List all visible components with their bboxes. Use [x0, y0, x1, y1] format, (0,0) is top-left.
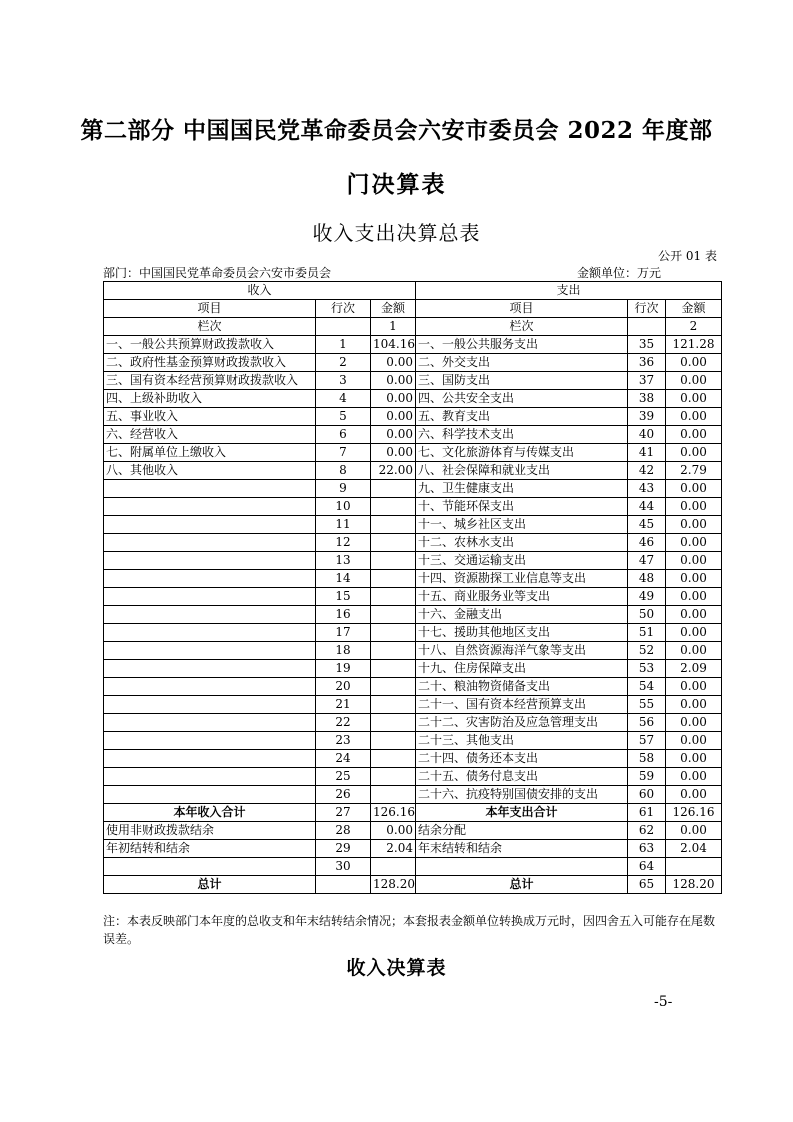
expense-item-cell: 二十四、债务还本支出: [416, 750, 628, 768]
expense-item-cell: 三、国防支出: [416, 372, 628, 390]
income-item-cell: [104, 642, 316, 660]
expense-rowno-cell: 47: [628, 552, 666, 570]
expense-item-cell: 六、科学技术支出: [416, 426, 628, 444]
income-rowno-cell: 1: [316, 336, 371, 354]
expense-amount-cell: 0.00: [666, 444, 722, 462]
expense-amount-cell: 2.09: [666, 660, 722, 678]
expense-item-cell: 二十二、灾害防治及应急管理支出: [416, 714, 628, 732]
expense-item-cell: 四、公共安全支出: [416, 390, 628, 408]
table-row: [104, 462, 722, 480]
table-row: [104, 372, 722, 390]
expense-item-cell: 一、一般公共服务支出: [416, 336, 628, 354]
expense-item-cell: 二十五、债务付息支出: [416, 768, 628, 786]
table-row: [104, 858, 722, 876]
table-row: [104, 354, 722, 372]
income-amount-cell: [371, 750, 416, 768]
income-amount-cell: [371, 696, 416, 714]
income-amount-cell: 104.16: [371, 336, 416, 354]
expense-rowno-cell: 55: [628, 696, 666, 714]
expense-amount-cell: 0.00: [666, 624, 722, 642]
expense-amount-cell: 0.00: [666, 372, 722, 390]
expense-amount-cell: 128.20: [666, 876, 722, 894]
table-row: [104, 390, 722, 408]
expense-item-cell: 二、外交支出: [416, 354, 628, 372]
table-note: 注：本表反映部门本年度的总收支和年末结转结余情况；本套报表金额单位转换成万元时，因四舍五入可能存在尾数误差。: [103, 914, 716, 946]
expense-rowno-cell: 39: [628, 408, 666, 426]
income-item-cell: [104, 750, 316, 768]
table-row: [104, 480, 722, 498]
income-item-cell: 二、政府性基金预算财政拨款收入: [104, 354, 316, 372]
expense-amount-cell: 0.00: [666, 408, 722, 426]
expense-rowno-cell: 64: [628, 858, 666, 876]
income-item-cell: [104, 858, 316, 876]
income-amount-header: 金额: [371, 300, 416, 318]
income-amount-cell: [371, 642, 416, 660]
expense-rowno-cell: 52: [628, 642, 666, 660]
expense-rowno-cell: 54: [628, 678, 666, 696]
document-title-continued: 门决算表: [346, 171, 447, 198]
expense-amount-cell: 0.00: [666, 678, 722, 696]
department-label: 部门：中国国民党革命委员会六安市委员会: [103, 266, 332, 280]
expense-item-cell: 十三、交通运输支出: [416, 552, 628, 570]
table-row: [104, 606, 722, 624]
income-amount-cell: [371, 768, 416, 786]
expense-item-cell: 本年支出合计: [416, 804, 628, 822]
expense-item-cell: 十五、商业服务业等支出: [416, 588, 628, 606]
expense-rowno-cell: 57: [628, 732, 666, 750]
expense-rowno-cell: 35: [628, 336, 666, 354]
income-item-cell: [104, 498, 316, 516]
income-amount-cell: [371, 606, 416, 624]
expense-item-cell: 九、卫生健康支出: [416, 480, 628, 498]
table-row: [104, 750, 722, 768]
table-row: [104, 840, 722, 858]
income-item-cell: 一、一般公共预算财政拨款收入: [104, 336, 316, 354]
expense-item-cell: 二十、粮油物资储备支出: [416, 678, 628, 696]
income-amount-cell: 0.00: [371, 426, 416, 444]
income-rowno-cell: 8: [316, 462, 371, 480]
income-amount-cell: [371, 552, 416, 570]
income-item-cell: [104, 660, 316, 678]
income-rowno-cell: 13: [316, 552, 371, 570]
table-number: 公开 01 表: [658, 249, 717, 263]
expense-amount-cell: 0.00: [666, 714, 722, 732]
expense-rowno-cell: 56: [628, 714, 666, 732]
income-rowno-cell: 4: [316, 390, 371, 408]
header-row-column-index: [104, 318, 722, 336]
document-title: 第二部分 中国国民党革命委员会六安市委员会 2022 年度部: [80, 117, 713, 144]
expense-column-index: 2: [666, 318, 722, 336]
income-amount-cell: 126.16: [371, 804, 416, 822]
income-rowno-cell: 30: [316, 858, 371, 876]
table-row: [104, 696, 722, 714]
income-rowno-cell: 14: [316, 570, 371, 588]
expense-rowno-cell: 61: [628, 804, 666, 822]
income-rowno-cell: 5: [316, 408, 371, 426]
income-amount-cell: [371, 534, 416, 552]
expense-amount-cell: 0.00: [666, 516, 722, 534]
income-amount-cell: [371, 498, 416, 516]
income-item-cell: 五、事业收入: [104, 408, 316, 426]
table-meta: [103, 264, 721, 280]
income-rowno-cell: 7: [316, 444, 371, 462]
expense-item-cell: 十九、住房保障支出: [416, 660, 628, 678]
total-row: [104, 876, 722, 894]
page-number: -5-: [654, 994, 673, 1010]
expense-rowno-cell: 48: [628, 570, 666, 588]
header-row-sections: [104, 282, 722, 300]
income-amount-cell: [371, 714, 416, 732]
table-row: [104, 660, 722, 678]
expense-amount-cell: 0.00: [666, 552, 722, 570]
income-amount-cell: 0.00: [371, 354, 416, 372]
empty-cell: [628, 318, 666, 336]
income-rowno-cell: 20: [316, 678, 371, 696]
table-title: 收入支出决算总表: [312, 221, 481, 245]
table-row: [104, 498, 722, 516]
expense-amount-cell: 2.79: [666, 462, 722, 480]
income-amount-cell: 0.00: [371, 390, 416, 408]
expense-amount-cell: 0.00: [666, 768, 722, 786]
income-item-cell: 七、附属单位上缴收入: [104, 444, 316, 462]
table-row: [104, 444, 722, 462]
expense-rowno-cell: 45: [628, 516, 666, 534]
income-rowno-header: 行次: [316, 300, 371, 318]
income-item-cell: [104, 696, 316, 714]
income-amount-cell: 0.00: [371, 408, 416, 426]
income-amount-cell: 128.20: [371, 876, 416, 894]
expense-item-cell: 总计: [416, 876, 628, 894]
table-row: [104, 732, 722, 750]
income-rowno-cell: 2: [316, 354, 371, 372]
income-rowno-cell: 23: [316, 732, 371, 750]
expense-item-cell: 十一、城乡社区支出: [416, 516, 628, 534]
income-amount-cell: 2.04: [371, 840, 416, 858]
expense-amount-cell: 0.00: [666, 534, 722, 552]
expense-amount-cell: 0.00: [666, 480, 722, 498]
table-row: [104, 516, 722, 534]
unit-label: 金额单位：万元: [577, 266, 662, 280]
expense-amount-cell: 126.16: [666, 804, 722, 822]
expense-amount-cell: 0.00: [666, 426, 722, 444]
table-row: [104, 336, 722, 354]
income-rowno-cell: 3: [316, 372, 371, 390]
expense-amount-cell: 0.00: [666, 498, 722, 516]
income-column-label: 栏次: [104, 318, 316, 336]
table-row: [104, 570, 722, 588]
expense-item-cell: 十、节能环保支出: [416, 498, 628, 516]
income-amount-cell: [371, 786, 416, 804]
income-item-cell: [104, 480, 316, 498]
income-rowno-cell: [316, 876, 371, 894]
income-amount-cell: [371, 678, 416, 696]
table-row: [104, 768, 722, 786]
expense-amount-cell: 0.00: [666, 732, 722, 750]
expense-rowno-cell: 41: [628, 444, 666, 462]
income-amount-cell: 0.00: [371, 444, 416, 462]
expense-amount-cell: 0.00: [666, 570, 722, 588]
income-rowno-cell: 26: [316, 786, 371, 804]
income-item-cell: [104, 516, 316, 534]
income-rowno-cell: 22: [316, 714, 371, 732]
expense-amount-cell: 0.00: [666, 696, 722, 714]
income-item-cell: 六、经营收入: [104, 426, 316, 444]
expense-amount-header: 金额: [666, 300, 722, 318]
expense-item-cell: 十六、金融支出: [416, 606, 628, 624]
table-row: [104, 408, 722, 426]
income-rowno-cell: 25: [316, 768, 371, 786]
subtotal-row: [104, 804, 722, 822]
expense-amount-cell: 0.00: [666, 606, 722, 624]
expense-amount-cell: 0.00: [666, 588, 722, 606]
expense-rowno-cell: 37: [628, 372, 666, 390]
expense-rowno-cell: 38: [628, 390, 666, 408]
expense-item-cell: 年末结转和结余: [416, 840, 628, 858]
income-rowno-cell: 18: [316, 642, 371, 660]
income-item-cell: [104, 786, 316, 804]
expense-rowno-cell: 44: [628, 498, 666, 516]
expense-rowno-cell: 63: [628, 840, 666, 858]
income-item-cell: [104, 606, 316, 624]
expense-amount-cell: 0.00: [666, 354, 722, 372]
income-rowno-cell: 17: [316, 624, 371, 642]
expense-rowno-cell: 43: [628, 480, 666, 498]
expense-rowno-cell: 65: [628, 876, 666, 894]
expense-amount-cell: 121.28: [666, 336, 722, 354]
income-rowno-cell: 12: [316, 534, 371, 552]
expense-item-cell: 八、社会保障和就业支出: [416, 462, 628, 480]
income-rowno-cell: 9: [316, 480, 371, 498]
table-row: [104, 714, 722, 732]
income-rowno-cell: 10: [316, 498, 371, 516]
income-rowno-cell: 16: [316, 606, 371, 624]
income-amount-cell: [371, 660, 416, 678]
table-row: [104, 624, 722, 642]
income-rowno-cell: 15: [316, 588, 371, 606]
income-amount-cell: [371, 624, 416, 642]
income-item-cell: [104, 588, 316, 606]
expense-amount-cell: 0.00: [666, 750, 722, 768]
expense-amount-cell: 0.00: [666, 786, 722, 804]
expense-item-cell: 七、文化旅游体育与传媒支出: [416, 444, 628, 462]
expense-header: 支出: [416, 282, 722, 300]
income-amount-cell: [371, 732, 416, 750]
expense-item-cell: 二十三、其他支出: [416, 732, 628, 750]
income-amount-cell: 0.00: [371, 372, 416, 390]
table-row: [104, 786, 722, 804]
expense-rowno-cell: 49: [628, 588, 666, 606]
income-item-cell: [104, 552, 316, 570]
expense-item-cell: 结余分配: [416, 822, 628, 840]
income-item-cell: 三、国有资本经营预算财政拨款收入: [104, 372, 316, 390]
expense-item-cell: 二十六、抗疫特别国债安排的支出: [416, 786, 628, 804]
expense-amount-cell: 0.00: [666, 390, 722, 408]
expense-rowno-cell: 58: [628, 750, 666, 768]
expense-item-cell: 五、教育支出: [416, 408, 628, 426]
expense-column-label: 栏次: [416, 318, 628, 336]
expense-rowno-header: 行次: [628, 300, 666, 318]
expense-amount-cell: [666, 858, 722, 876]
income-item-cell: [104, 678, 316, 696]
expense-item-cell: 二十一、国有资本经营预算支出: [416, 696, 628, 714]
income-rowno-cell: 27: [316, 804, 371, 822]
expense-rowno-cell: 50: [628, 606, 666, 624]
income-item-cell: [104, 732, 316, 750]
expense-rowno-cell: 46: [628, 534, 666, 552]
expense-rowno-cell: 60: [628, 786, 666, 804]
income-rowno-cell: 24: [316, 750, 371, 768]
income-rowno-cell: 11: [316, 516, 371, 534]
income-amount-cell: 22.00: [371, 462, 416, 480]
expense-rowno-cell: 42: [628, 462, 666, 480]
income-rowno-cell: 19: [316, 660, 371, 678]
expense-item-cell: 十七、援助其他地区支出: [416, 624, 628, 642]
table-row: [104, 642, 722, 660]
next-section-title: 收入决算表: [346, 957, 447, 979]
expense-item-cell: [416, 858, 628, 876]
expense-rowno-cell: 62: [628, 822, 666, 840]
income-amount-cell: [371, 858, 416, 876]
income-amount-cell: [371, 588, 416, 606]
income-amount-cell: [371, 480, 416, 498]
income-rowno-cell: 29: [316, 840, 371, 858]
table-row: [104, 822, 722, 840]
budget-table: [103, 281, 722, 894]
expense-item-cell: 十二、农林水支出: [416, 534, 628, 552]
income-item-cell: [104, 624, 316, 642]
income-item-cell: 年初结转和结余: [104, 840, 316, 858]
income-rowno-cell: 6: [316, 426, 371, 444]
expense-amount-cell: 2.04: [666, 840, 722, 858]
empty-cell: [316, 318, 371, 336]
income-column-index: 1: [371, 318, 416, 336]
income-item-cell: [104, 768, 316, 786]
income-rowno-cell: 21: [316, 696, 371, 714]
expense-item-header: 项目: [416, 300, 628, 318]
expense-item-cell: 十八、自然资源海洋气象等支出: [416, 642, 628, 660]
expense-rowno-cell: 51: [628, 624, 666, 642]
income-item-cell: 总计: [104, 876, 316, 894]
income-amount-cell: [371, 516, 416, 534]
income-item-header: 项目: [104, 300, 316, 318]
income-rowno-cell: 28: [316, 822, 371, 840]
income-amount-cell: 0.00: [371, 822, 416, 840]
expense-rowno-cell: 40: [628, 426, 666, 444]
income-item-cell: 本年收入合计: [104, 804, 316, 822]
table-row: [104, 534, 722, 552]
table-row: [104, 678, 722, 696]
expense-amount-cell: 0.00: [666, 822, 722, 840]
income-item-cell: [104, 714, 316, 732]
expense-rowno-cell: 36: [628, 354, 666, 372]
table-row: [104, 588, 722, 606]
income-item-cell: 八、其他收入: [104, 462, 316, 480]
expense-amount-cell: 0.00: [666, 642, 722, 660]
expense-item-cell: 十四、资源勘探工业信息等支出: [416, 570, 628, 588]
header-row-columns: [104, 300, 722, 318]
expense-rowno-cell: 59: [628, 768, 666, 786]
income-item-cell: 四、上级补助收入: [104, 390, 316, 408]
table-row: [104, 426, 722, 444]
expense-rowno-cell: 53: [628, 660, 666, 678]
income-item-cell: [104, 534, 316, 552]
income-item-cell: 使用非财政拨款结余: [104, 822, 316, 840]
income-item-cell: [104, 570, 316, 588]
income-header: 收入: [104, 282, 416, 300]
income-amount-cell: [371, 570, 416, 588]
table-row: [104, 552, 722, 570]
